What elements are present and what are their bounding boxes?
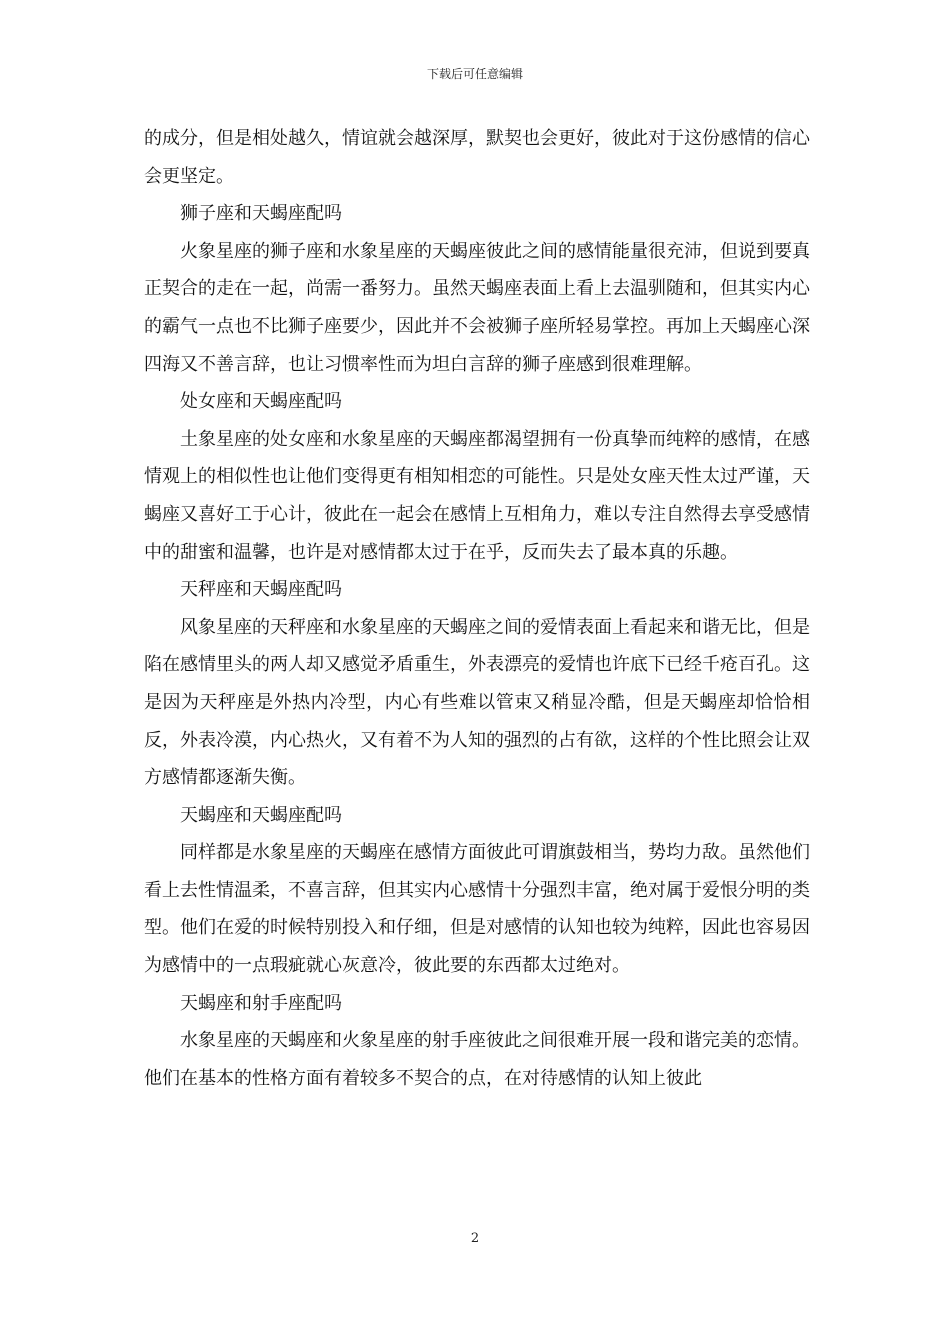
- section-heading-scorpio-sagittarius: 天蝎座和射手座配吗: [180, 992, 342, 1014]
- paragraph-libra-scorpio: 风象星座的天秤座和水象星座的天蝎座之间的爱情表面上看起来和谐无比，但是陷在感情里头的两人却又感觉矛盾重生，外表漂亮的爱情也许底下已经千疮百孔。这是因为天秤座是外热内冷型，内心有些难以管束又稍显冷酷，但是天蝎座却恰恰相反，外表冷漠，内心热火，又有着不为人知的强烈的占有欲，这样的个性比照会让双方感情都逐渐失衡。: [144, 616, 810, 789]
- paragraph-scorpio-scorpio: 同样都是水象星座的天蝎座在感情方面彼此可谓旗鼓相当，势均力敌。虽然他们看上去性情温柔，不喜言辞，但其实内心感情十分强烈丰富，绝对属于爱恨分明的类型。他们在爱的时候特别投入和仔细，但是对感情的认知也较为纯粹，因此也容易因为感情中的一点瑕疵就心灰意冷，彼此要的东西都太过绝对。: [144, 842, 810, 977]
- section-heading-leo-scorpio: 狮子座和天蝎座配吗: [180, 203, 342, 225]
- paragraph-continuation: 的成分，但是相处越久，情谊就会越深厚，默契也会更好，彼此对于这份感情的信心会更坚定。: [144, 128, 810, 187]
- document-body: [144, 120, 810, 1097]
- page-number: 2: [470, 1231, 480, 1246]
- section-heading-scorpio-scorpio: 天蝎座和天蝎座配吗: [180, 804, 342, 826]
- page-header: 下载后可任意编辑: [426, 67, 523, 81]
- paragraph-leo-scorpio: 火象星座的狮子座和水象星座的天蝎座彼此之间的感情能量很充沛，但说到要真正契合的走在一起，尚需一番努力。虽然天蝎座表面上看上去温驯随和，但其实内心的霸气一点也不比狮子座要少，因此并不会被狮子座所轻易掌控。再加上天蝎座心深四海又不善言辞，也让习惯率性而为坦白言辞的狮子座感到很难理解。: [144, 240, 810, 375]
- section-heading-libra-scorpio: 天秤座和天蝎座配吗: [180, 579, 342, 601]
- paragraph-scorpio-sagittarius: 水象星座的天蝎座和火象星座的射手座彼此之间很难开展一段和谐完美的恋情。他们在基本的性格方面有着较多不契合的点，在对待感情的认知上彼此: [144, 1030, 810, 1089]
- section-heading-virgo-scorpio: 处女座和天蝎座配吗: [180, 391, 342, 413]
- paragraph-virgo-scorpio: 土象星座的处女座和水象星座的天蝎座都渴望拥有一份真挚而纯粹的感情，在感情观上的相似性也让他们变得更有相知相恋的可能性。只是处女座天性太过严谨，天蝎座又喜好工于心计，彼此在一起会在感情上互相角力，难以专注自然得去享受感情中的甜蜜和温馨，也许是对感情都太过于在乎，反而失去了最本真的乐趣。: [144, 428, 810, 563]
